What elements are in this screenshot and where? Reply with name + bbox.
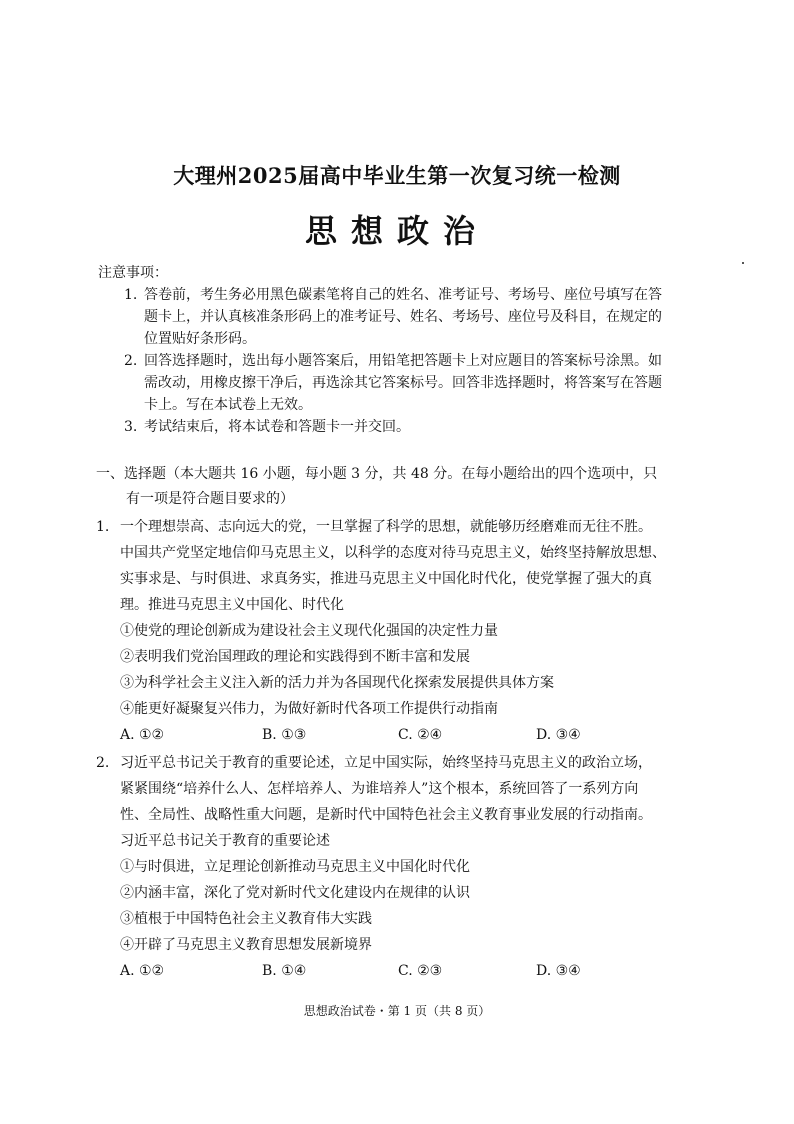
section-heading xyxy=(96,462,696,512)
statement-option: ③植根于中国特色社会主义教育伟大实践 xyxy=(120,911,372,927)
notice-item-number: 2. xyxy=(124,353,138,369)
question-2 xyxy=(96,750,696,984)
choice-d: D. ③④ xyxy=(536,963,581,979)
question-stem-line: 性、全局性、战略性重大问题，是新时代中国特色社会主义教育事业发展的行动指南。 xyxy=(120,807,652,823)
statement-option: ②内涵丰富，深化了党对新时代文化建设内在规律的认识 xyxy=(120,885,470,901)
choice-a: A. ①② xyxy=(120,727,165,743)
question-stem-line: 习近平总书记关于教育的重要论述 xyxy=(120,833,330,849)
notice-item-text: 答卷前，考生务必用黑色碳素笔将自己的姓名、准考证号、考场号、座位号填写在答题卡上，并认真核准条形码上的准考证号、姓名、考场号、座位号及科目，在规定的位置贴好条形码。 xyxy=(144,287,662,347)
notice-item-text: 回答选择题时，选出每小题答案后，用铅笔把答题卡上对应题目的答案标号涂黑。如需改动，用橡皮擦干净后，再选涂其它答案标号。回答非选择题时，将答案写在答题卡上。写在本试卷上无效。 xyxy=(144,353,662,413)
statement-option: ①与时俱进，立足理论创新推动马克思主义中国化时代化 xyxy=(120,859,470,875)
question-number: 2. xyxy=(96,755,110,771)
section-heading-line: 有一项是符合题目要求的） xyxy=(126,491,294,507)
choice-a: A. ①② xyxy=(120,963,165,979)
question-stem-line: 理。推进马克思主义中国化、时代化 xyxy=(120,597,344,613)
subject-title: 思想政治 xyxy=(304,212,489,250)
answer-choices xyxy=(96,722,696,748)
question-number: 1. xyxy=(96,519,110,535)
statement-option: ①使党的理论创新成为建设社会主义现代化强国的决定性力量 xyxy=(120,623,498,639)
section-heading-line: 一、选择题（本大题共 16 小题，每小题 3 分，共 48 分。在每小题给出的四个选项中，只 xyxy=(96,466,658,482)
notice-item-number: 1. xyxy=(124,287,138,303)
page-footer: 思想政治试卷・第 1 页（共 8 页） xyxy=(303,1004,491,1018)
statement-option: ③为科学社会主义注入新的活力并为各国现代化探索发展提供具体方案 xyxy=(120,675,554,691)
question-stem-line: 紧紧围绕“培养什么人、怎样培养人、为谁培养人”这个根本，系统回答了一系列方向 xyxy=(120,781,639,797)
question-stem-line: 习近平总书记关于教育的重要论述，立足中国实际，始终坚持马克思主义的政治立场， xyxy=(120,755,652,771)
notice-heading: 注意事项： xyxy=(98,265,168,281)
choice-c: C. ②④ xyxy=(398,727,443,743)
choice-b: B. ①③ xyxy=(262,727,307,743)
question-stem-line: 实事求是、与时俱进、求真务实，推进马克思主义中国化时代化，使党掌握了强大的真 xyxy=(120,571,652,587)
question-stem-line: 中国共产党坚定地信仰马克思主义，以科学的态度对待马克思主义，始终坚持解放思想、 xyxy=(120,545,666,561)
statement-option: ④开辟了马克思主义教育思想发展新境界 xyxy=(120,937,372,953)
notice-item-text: 考试结束后，将本试卷和答题卡一并交回。 xyxy=(144,419,410,435)
notice-item-number: 3. xyxy=(124,419,138,435)
statement-option: ④能更好凝聚复兴伟力，为做好新时代各项工作提供行动指南 xyxy=(120,701,498,717)
question-1 xyxy=(96,514,696,748)
scan-speck xyxy=(742,262,744,264)
answer-choices xyxy=(96,958,696,984)
statement-option: ②表明我们党治国理政的理论和实践得到不断丰富和发展 xyxy=(120,649,470,665)
choice-d: D. ③④ xyxy=(536,727,581,743)
exam-title: 大理州2025届高中毕业生第一次复习统一检测 xyxy=(173,163,621,188)
choice-c: C. ②③ xyxy=(398,963,443,979)
question-stem-line: 一个理想崇高、志向远大的党，一旦掌握了科学的思想，就能够历经磨难而无往不胜。 xyxy=(120,519,652,535)
choice-b: B. ①④ xyxy=(262,963,307,979)
